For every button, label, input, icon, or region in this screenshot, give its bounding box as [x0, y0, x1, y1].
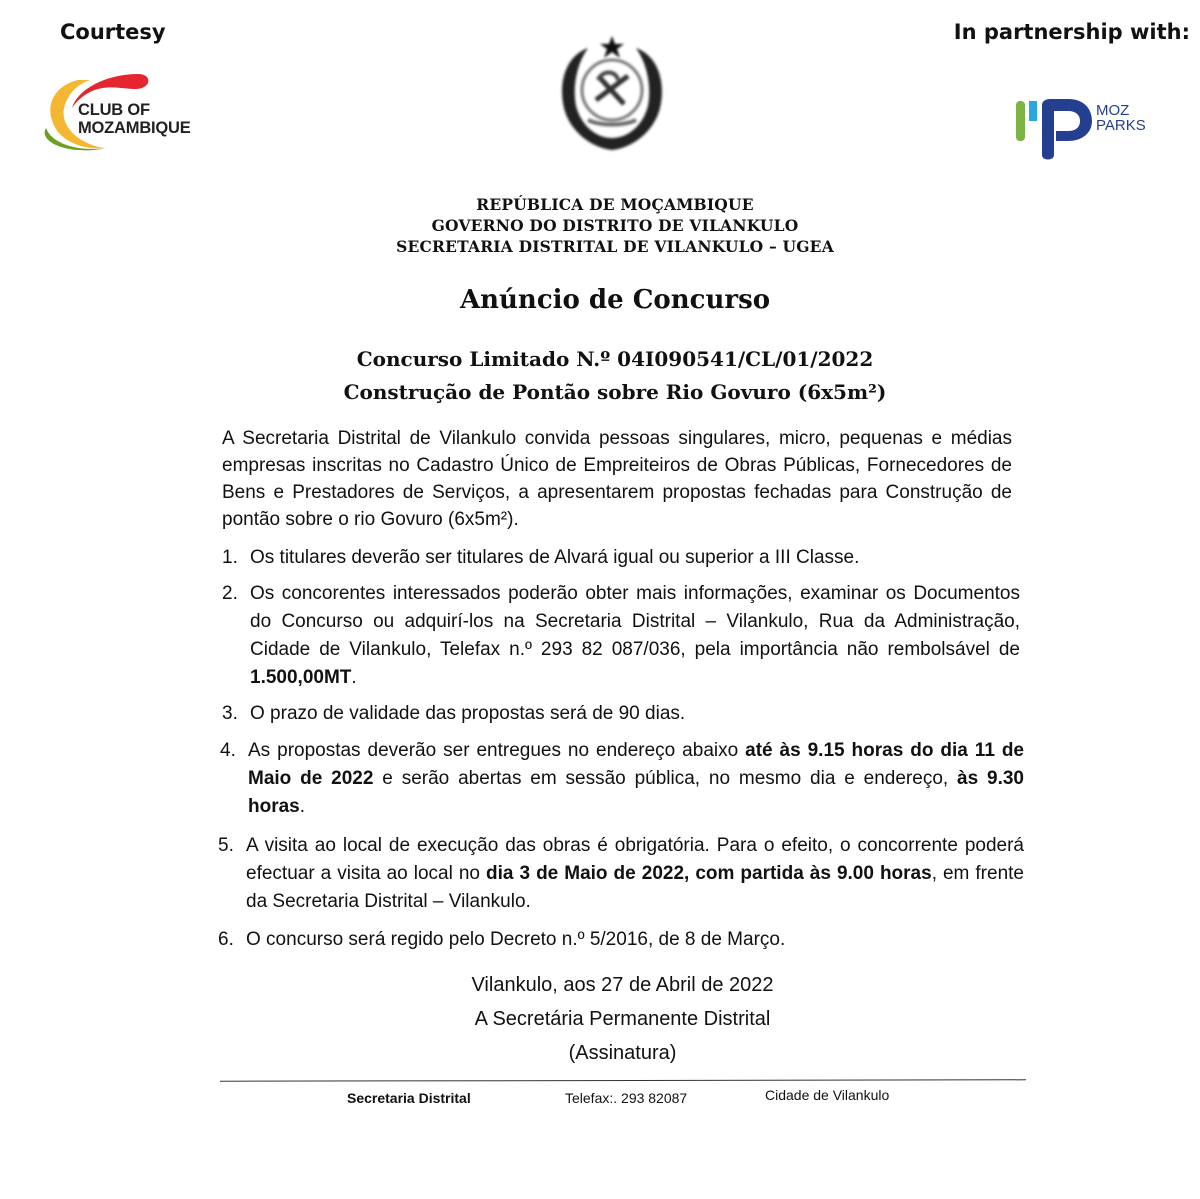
signature-placeholder: (Assinatura): [568, 1042, 677, 1064]
header-line-republic: REPÚBLICA DE MOÇAMBIQUE: [476, 195, 754, 214]
moz-parks-mark-icon: [1010, 95, 1094, 165]
document-title: Anúncio de Concurso: [459, 285, 771, 315]
tender-number: Concurso Limitado N.º 04I090541/CL/01/2022: [356, 347, 874, 371]
item-text: O prazo de validade das propostas será de 90 dias.: [250, 703, 686, 724]
item-number: 4.: [220, 740, 236, 761]
item-text-part: e serão abertas em sessão pública, no mesmo dia e endereço,: [373, 768, 958, 789]
item-number: 5.: [218, 835, 234, 856]
footer-office: Secretaria Distrital: [347, 1090, 471, 1106]
item-text-part: .: [351, 667, 357, 688]
club-logo-line1: CLUB OF: [78, 101, 150, 119]
item-text: [248, 737, 1024, 821]
fee-amount: 1.500,00MT: [250, 667, 352, 688]
list-item: [218, 832, 1024, 922]
submission-deadline: até às 9.15 horas do dia 11 de Maio de 2022: [248, 740, 1025, 789]
item-number: 2.: [222, 583, 238, 604]
moz-parks-logo: [1010, 95, 1160, 165]
item-number: 6.: [218, 929, 234, 950]
footer-city: Cidade de Vilankulo: [765, 1087, 890, 1103]
item-text-part: As propostas deverão ser entregues no endereço abaixo: [248, 740, 746, 761]
club-of-mozambique-logo: [38, 70, 208, 160]
site-visit-date: dia 3 de Maio de 2022, com partida às 9.00 horas: [486, 863, 932, 884]
item-text: Os titulares deverão ser titulares de Alvará igual ou superior a III Classe.: [250, 547, 860, 568]
footer-divider: [220, 1079, 1026, 1081]
header-line-government: GOVERNO DO DISTRITO DE VILANKULO: [431, 216, 799, 235]
list-item: [220, 737, 1024, 827]
list-item: [218, 926, 1024, 956]
moz-parks-line2: PARKS: [1096, 117, 1146, 134]
courtesy-label: Courtesy: [60, 20, 166, 44]
opening-time: às 9.30 horas: [248, 768, 1024, 817]
item-text: [250, 580, 1020, 692]
club-logo-line2: MOZAMBIQUE: [78, 119, 191, 137]
item-text-part: .: [299, 796, 306, 817]
moz-parks-line1: MOZ: [1096, 102, 1130, 119]
sign-role: A Secretária Permanente Distrital: [474, 1008, 771, 1030]
intro-paragraph: A Secretaria Distrital de Vilankulo convida pessoas singulares, micro, pequenas e médias empresas inscritas no Cadastro Único de Empreiteiros de Obras Públicas, Fornecedores de Bens e Prestadores de Serviços, a apresentarem propostas fechadas para Construção de pontão sobre o rio Govuro (6x5m²).: [222, 428, 1012, 530]
item-number: 1.: [222, 547, 238, 568]
item-text-part: , em frente da Secretaria Distrital – Vilankulo.: [246, 863, 1024, 912]
item-text: O concurso será regido pelo Decreto n.º 5/2016, de 8 de Março.: [246, 929, 786, 950]
footer-telefax: Telefax:. 293 82087: [565, 1090, 688, 1106]
coat-of-arms-icon: [552, 28, 672, 156]
item-text-part: A visita ao local de execução das obras é obrigatória. Para o efeito, o concorrente poderá efectuar a visita ao local no: [246, 835, 1024, 884]
partner-label: In partnership with:: [953, 20, 1190, 44]
item-text-part: Os concorentes interessados poderão obter mais informações, examinar os Documentos do Concurso ou adquirí-los na Secretaria Distrital – Vilankulo, Rua da Administração, Cidade de Vilankulo, Telefax n.º 293 82 087/036, pela importância não rembolsável de: [250, 583, 1020, 660]
sign-place-date: Vilankulo, aos 27 de Abril de 2022: [471, 974, 774, 996]
item-text: [246, 832, 1024, 916]
item-number: 3.: [222, 703, 238, 724]
list-item: [222, 700, 1022, 730]
list-item: [222, 580, 1022, 695]
header-line-secretariat: SECRETARIA DISTRITAL DE VILANKULO – UGEA: [396, 237, 834, 256]
tender-subject: Construção de Pontão sobre Rio Govuro (6x5m²): [343, 380, 887, 404]
list-item: [222, 544, 1022, 574]
